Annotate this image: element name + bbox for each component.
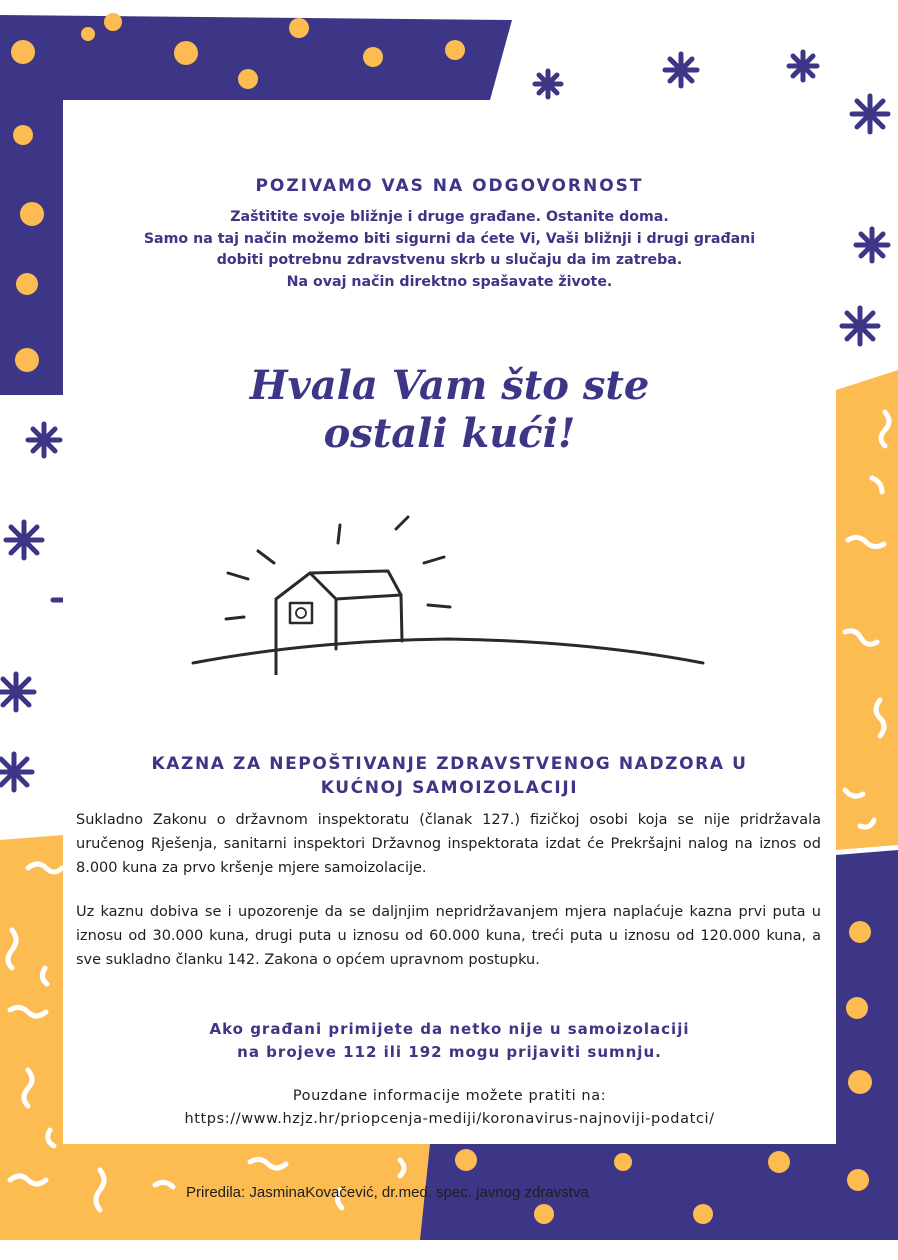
footer-credit: Priredila: JasminaKovačević, dr.med. spec. javnog zdravstva [186,1184,589,1201]
penalty-paragraph-1: Sukladno Zakonu o državnom inspektoratu (članak 127.) fizičkoj osobi koja se nije pridržavala uručenog Rješenja, sanitarni inspektori Državnog inspektorata izdat će Prekršajni nalog na iznos od 8.000 kuna za prvo kršenje mjere samoizolacije. [76,812,821,876]
intro-title: POZIVAMO VAS NA ODGOVORNOST [255,176,644,196]
info-label: Pouzdane informacije možete pratiti na: [292,1088,607,1104]
report-line: Ako građani primijete da netko nije u samoizolaciji [209,1020,690,1038]
report-notice [63,1018,836,1064]
thanks-line: ostali kući! [323,410,576,457]
flyer-card [63,100,836,1144]
intro-line: Samo na taj način možemo biti sigurni da ćete Vi, Vaši bližnji i drugi građani [143,230,756,247]
penalty-title [63,752,836,800]
intro-line: dobiti potrebnu zdravstvenu skrb u slučaju da im zatreba. [216,252,683,268]
info-block [63,1085,836,1131]
house-illustration-icon [188,515,708,675]
penalty-title-line: KAZNA ZA NEPOŠTIVANJE ZDRAVSTVENOG NADZORA U [151,754,748,774]
intro-line: Na ovaj način direktno spašavate živote. [286,273,613,290]
intro-text [83,207,816,293]
thanks-heading [63,362,836,458]
report-line: na brojeve 112 ili 192 mogu prijaviti sumnju. [237,1043,662,1061]
intro-line: Zaštitite svoje bližnje i druge građane. Ostanite doma. [230,209,669,225]
thanks-line: Hvala Vam što ste [249,362,650,409]
penalty-title-line: KUĆNOJ SAMOIZOLACIJI [320,778,579,798]
penalty-paragraph-2: Uz kaznu dobiva se i upozorenje da se daljnjim nepridržavanjem mjera naplaćuje kazna prvi puta u iznosu od 30.000 kuna, drugi puta u iznosu od 60.000 kuna, treći puta u iznosu od 120.000 kuna, a sve sukladno članku 142. Zakona o općem upravnom postupku. [76,904,821,968]
info-url-link[interactable]: https://www.hzjz.hr/priopcenja-mediji/koronavirus-najnoviji-podatci/ [184,1111,715,1127]
